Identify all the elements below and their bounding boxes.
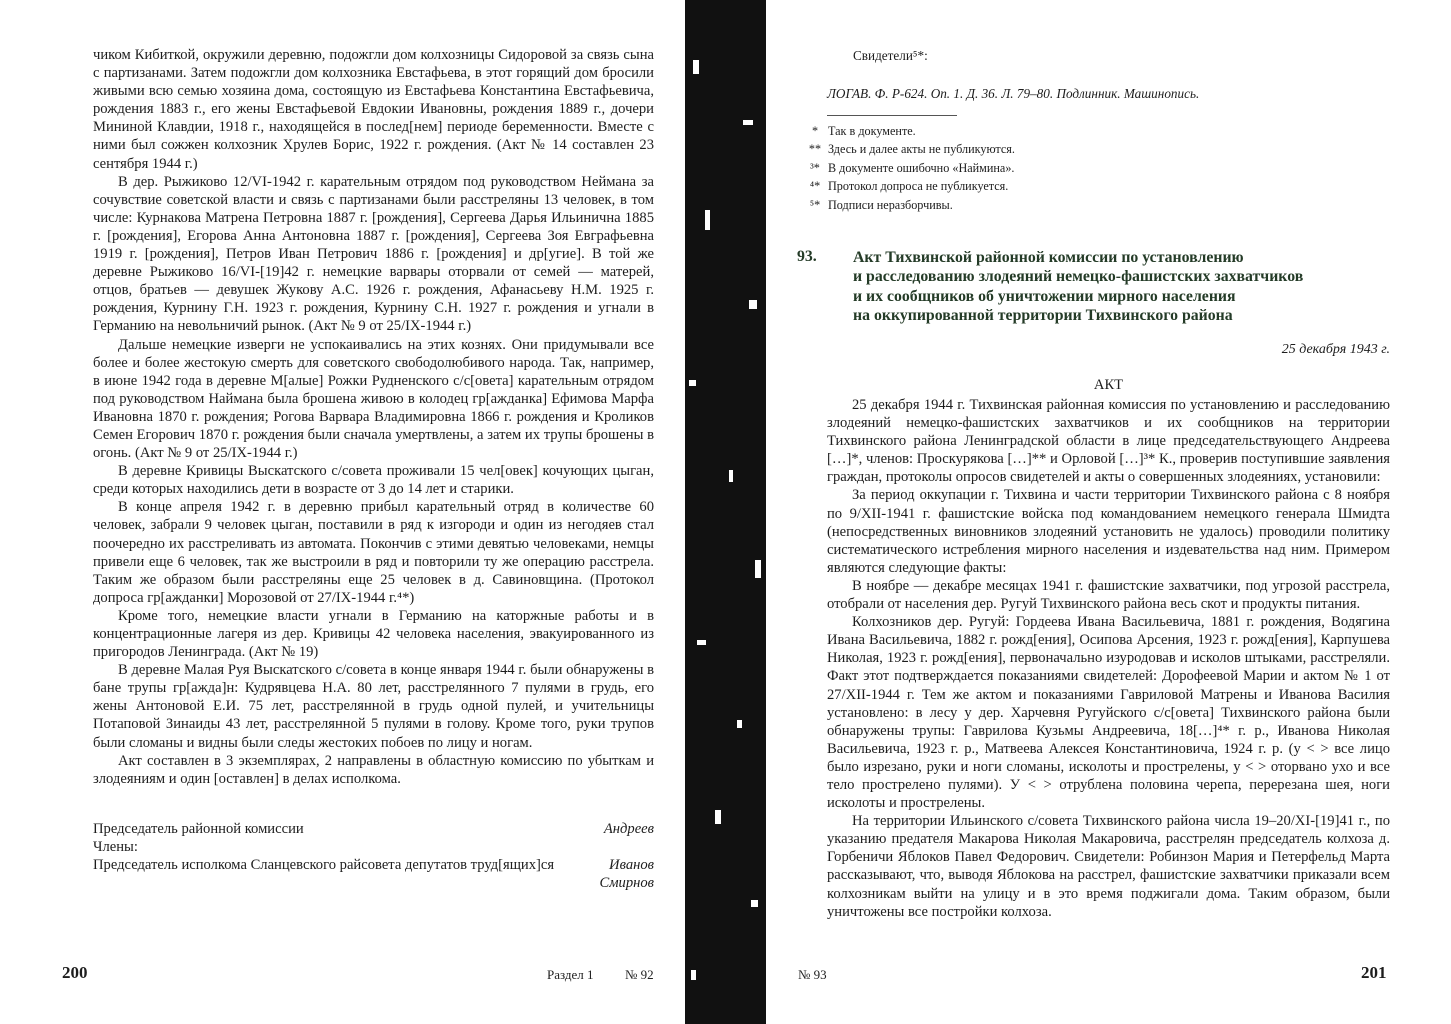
right-page: [766, 0, 1451, 1024]
paragraph: В дер. Рыжиково 12/VI-1942 г. карательным отрядом под руководством Неймана за сочувствие советской власти и связь с партизанами были расстреляны 13 человек, в том числе: Курнакова Матрена Петровна 1887 г. [рождения], Сергеева Дарья Ильинична 1885 г. [рождения], Егорова Анна Антоновна 1887 г. [рождения], Сергеева Зоя Евграфьевна 1919 г. [рождения], Петров Иван Петрович 1886 г. [рождения] и др[угие]. В той же деревне Рыжиково 16/VI-[19]42 г. немецкие варвары оторвали от семей — матерей, отцов, братьев — девушек Жукову А.С. 1926 г. рождения, Афанасьеву Н.М. 1925 г. рождения, Курнину Г.Н. 1923 г. рождения, Курнину С.Н. 1927 г. рождения и угнали в Германию на невольничий рынок. (Акт № 9 от 25/IX-1944 г.): [93, 173, 654, 335]
page-number-left: 200: [62, 963, 88, 982]
paragraph: Дальше немецкие изверги не успокаивались на этих кознях. Они придумывали все более и более жестокую смерть для советского свободолюбивого народа. Так, например, в июне 1942 года в деревне М[алые] Рожки Рудненского с/с[овета] карательным отрядом под руководством Наймана была брошена живою в колодец гр[ажданка] Ефимова Марфа Ивановна 1870 г. рождения; Рогова Варвара Владимировна 1866 г. рождения и Кроликов Семен Егорович 1870 г. рождения были сначала умертвлены, а затем их трупы брошены в огонь. (Акт № 9 от 25/IX-1944 г.): [93, 336, 654, 462]
footnote: ³* В документе ошибочно «Наймина».: [810, 160, 1015, 175]
footnote: ** Здесь и далее акты не публикуются.: [808, 142, 1015, 157]
page-number-right: 201: [1361, 963, 1387, 982]
footnote-divider: [827, 115, 957, 116]
running-doc-ref: № 93: [798, 967, 827, 982]
paragraph: Колхозников дер. Ругуй: Гордеева Ивана Васильевича, 1881 г. рождения, Водягина Ивана Васильевича, 1882 г. рожд[ения], Осипова Арсения, 1923 г. рожд[ения], Карпушева Николая, 1923 г. рожд[ения], первоначально изуродовав и исколов штыками, расстреляли. Факт этот подтверждается показаниями свидетелей: Дорофеевой Марии и актом № 1 от 27/XII-1944 г. Тем же актом и показаниями Гавриловой Матрены и Иванова Василия установлено: в лесу у дер. Харчевня Ругуйского с/с[овета] Тихвинского района были обнаружены трупы: Гаврилова Кузьмы Андреевича, 18[…]⁴* г. р., Иванова Николая Васильевича, 1923 г. р., Матвеева Алексея Константиновича, 1924 г. р. (у < > все лицо было изрезано, руки и ноги сломаны, исколоты и прострелены, у < > оторвано ухо и все тело прострелено пулями). У < > отрублена половина черепа, перерезана шея, ноги исколоты и прострелены.: [827, 614, 1390, 812]
footnotes: [802, 122, 1015, 214]
right-body-text: [827, 396, 1390, 921]
paragraph: чиком Кибиткой, окружили деревню, подожгли дом колхозницы Сидоровой за связь сына с партизанами. Затем подожгли дом колхозника Евстафьева, в этот горящий дом бросили живыми всю семью хозяина дома, состоящую из Евстафьева Константина Евстафьевича, рождения 1883 г., его жены Евстафьевой Евдокии Ивановны, рождения 1889 г., дочери Мининой Клавдии, 1918 г., находящейся в послед[нем] периоде беременности. Вместе с ними был сожжен колхозник Хрулев Борис, 1922 г. рождения. (Акт № 14 составлен 23 сентября 1944 г.): [93, 47, 654, 172]
signature-block: [93, 820, 654, 892]
paragraph: За период оккупации г. Тихвина и части территории Тихвинского района с 8 ноября по 9/XII-1941 г. фашистские войска под командованием немецкого генерала Шмидта (непосредственных виновников злодеяний установить не удалось) проводили политику систематического истребления мирного населения и издевательства над ним. Примером являются следующие факты:: [827, 487, 1390, 576]
document-date: 25 декабря 1943 г.: [1281, 342, 1390, 357]
footnote: * Так в документе.: [811, 124, 916, 138]
footnote: ⁴* Протокол допроса не публикуется.: [809, 179, 1009, 194]
paragraph: В конце апреля 1942 г. в деревню прибыл карательный отряд в количестве 60 человек, забрали 9 человек цыган, поставили в ряд к изгороди и один из негодяев стал поочередно их расстреливать из автомата. Покончив с этими девятью человеками, немцы привели еще 6 человек, так же выстроили в ряд и повторили ту же операцию расстрела. Таким же образом были расстреляны еще 25 человек в д. Савиновщина. (Протокол допроса гр[ажданки] Морозовой от 27/IX-1944 г.⁴*): [93, 499, 654, 606]
member-role: Председатель исполкома Сланцевского райсовета депутатов труд[ящих]ся: [93, 857, 555, 874]
document-number: 93.: [797, 248, 817, 265]
archive-reference: ЛОГАВ. Ф. Р-624. Оп. 1. Д. 36. Л. 79–80. Подлинник. Машинопись.: [827, 86, 1200, 101]
paragraph: В деревне Кривицы Выскатского с/совета проживали 15 чел[овек] кочующих цыган, среди которых находились дети в возрасте от 3 до 14 лет и старики.: [93, 463, 654, 498]
document-heading: АКТ: [1093, 377, 1124, 393]
running-doc-ref: № 92: [625, 967, 654, 982]
member-name: Смирнов: [599, 875, 654, 892]
chair-name: Андреев: [603, 821, 654, 837]
paragraph: Акт составлен в 3 экземплярах, 2 направлены в областную комиссию по убыткам и злодеяниям и один [оставлен] в делах исполкома.: [93, 752, 654, 787]
left-page: [0, 0, 685, 1024]
paragraph: В деревне Малая Руя Выскатского с/совета в конце января 1944 г. были обнаружены в бане трупы гр[ажда]н: Кудрявцева Н.А. 80 лет, расстрелянного 7 пулями в грудь, его жены Антоновой Е.И. 75 лет, расстрелянной в грудь одной пулей, и учительницы Потаповой Зинаиды 43 лет, расстрелянной 5 пулями в голову. Кроме того, руки трупов были сломаны и видны были следы жестоких побоев по лицу и ногам.: [93, 662, 654, 751]
member-name: Иванов: [609, 857, 654, 874]
members-label: Члены:: [93, 839, 138, 856]
paragraph: На территории Ильинского с/совета Тихвинского района числа 19–20/XI-[19]41 г., по указанию предателя Макарова Николая Макаровича, расстрелян председатель колхоза д. Горбеничи Яблоков Павел Федорович. Свидетели: Робинзон Мария и Петерфельд Марта рассказывают, что, выводя Яблокова на расстрел, фашистские захватчики приказали всем колхозникам выйти на улицу и в это время поджигали дома. Таким образом, были уничтожены все постройки колхоза.: [827, 813, 1390, 920]
paragraph: Кроме того, немецкие власти угнали в Германию на каторжные работы и в концентрационные лагеря из дер. Кривицы 42 человека населения, эвакуированного из пригородов Ленинграда. (Акт № 19): [93, 607, 654, 661]
witnesses-line: Свидетели⁵*:: [853, 48, 928, 63]
chair-role: Председатель районной комиссии: [93, 821, 304, 837]
left-body-text: [93, 46, 654, 788]
footnote: ⁵* Подписи неразборчивы.: [809, 197, 953, 212]
running-section: Раздел 1: [547, 967, 594, 982]
document-title: Акт Тихвинской районной комиссии по установлению и расследованию злодеяний немецко-фашистских захватчиков и их сообщников об уничтожении мирного населения на оккупированной территории Тихвинского района: [853, 249, 1304, 325]
book-spine-scan-edge: [685, 0, 766, 1024]
paragraph: 25 декабря 1944 г. Тихвинская районная комиссия по установлению и расследованию злодеяний немецко-фашистских захватчиков и их сообщников на территории Тихвинского района Ленинградской области в лице председательствующего Андреева […]*, членов: Проскурякова […]** и Орловой […]³* К., проверив поступившие заявления граждан, протоколы опросов свидетелей и акты о совершенных злодеяниях, установили:: [827, 397, 1390, 486]
paragraph: В ноябре — декабре месяцах 1941 г. фашистские захватчики, под угрозой расстрела, отобрали от населения дер. Ругуй Тихвинского района весь скот и продукты питания.: [827, 577, 1390, 613]
